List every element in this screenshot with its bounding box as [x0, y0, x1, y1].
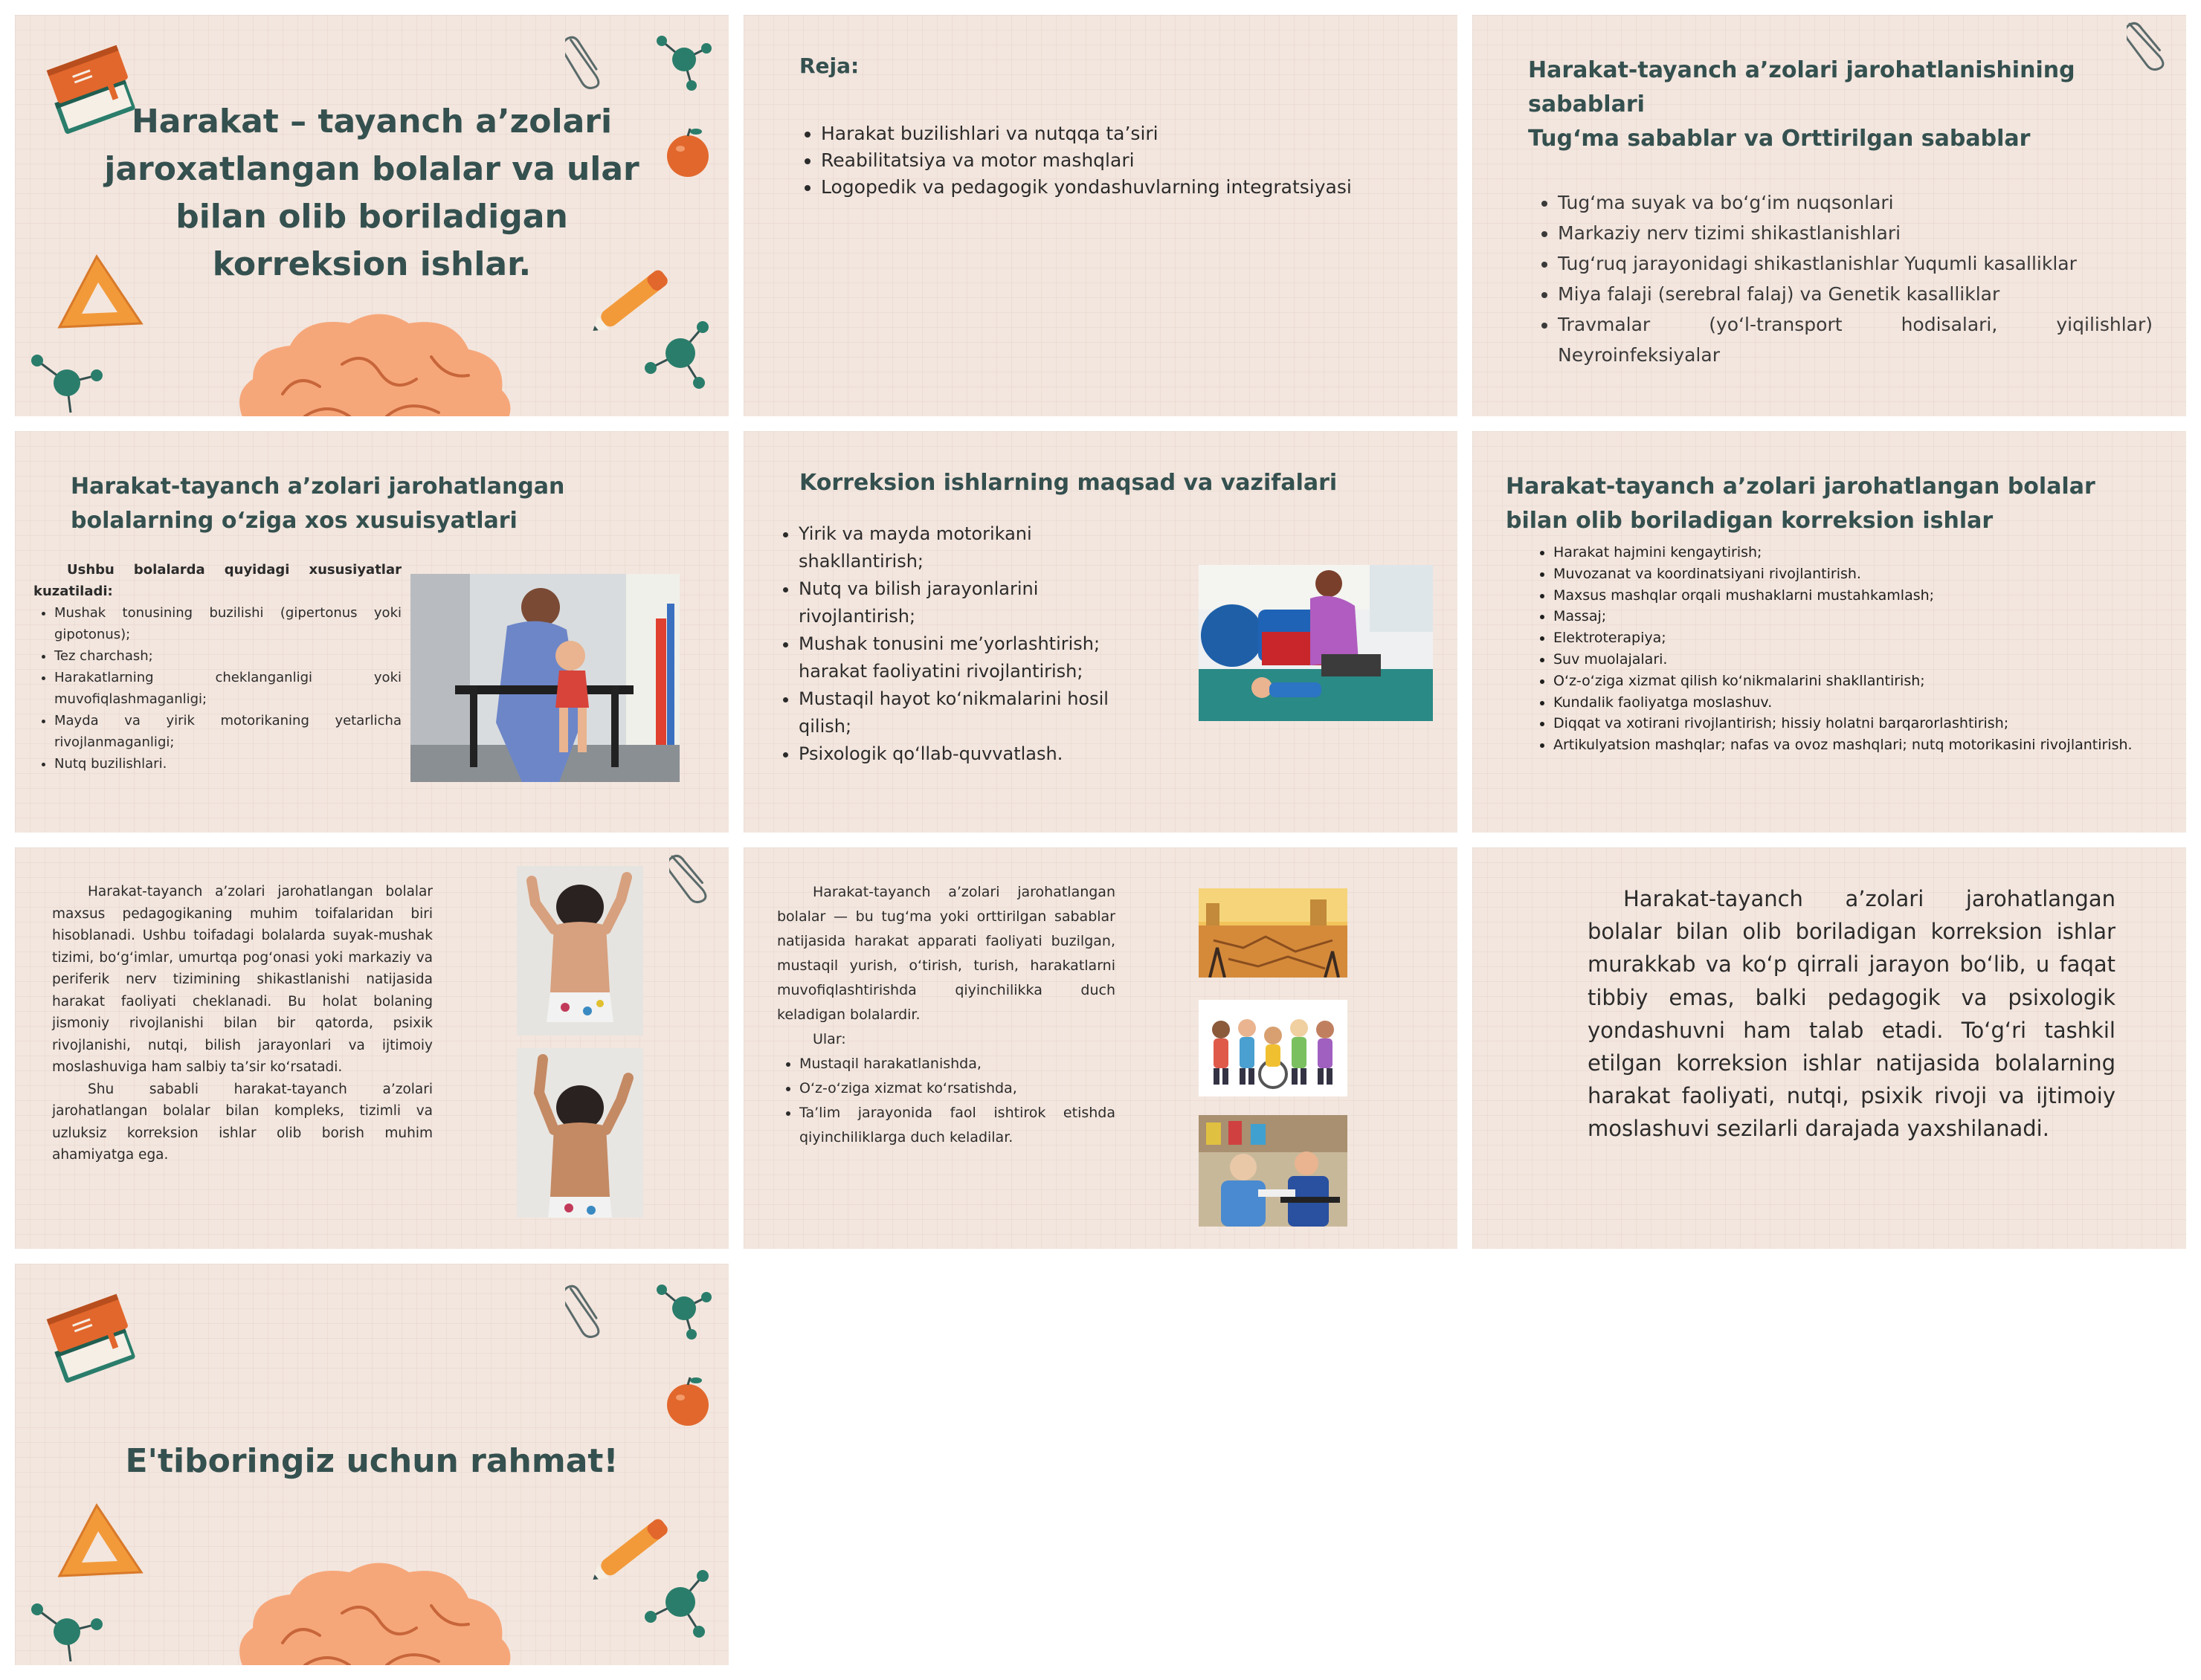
list-item: • Tez charchash;: [54, 645, 402, 667]
slide-6-corrections[interactable]: [1472, 431, 2186, 833]
slide-8-definition[interactable]: [744, 847, 1457, 1249]
list-item: • Psixologik qo‘llab-quvvatlash.: [799, 740, 1133, 768]
paperclip-icon: [565, 26, 602, 93]
child-back-photo-2: [517, 1048, 643, 1218]
molecule-icon: [26, 342, 108, 416]
ruler-triangle-icon: [52, 1502, 149, 1583]
thanks-heading: E'tiboringiz uchun rahmat!: [125, 1442, 619, 1480]
books-icon: [37, 1286, 149, 1390]
slide-5-goals[interactable]: [744, 431, 1457, 833]
list-item: • Mustaqil hayot ko‘nikmalarini hosil qilish;: [799, 685, 1133, 740]
list-item: • Miya falaji (serebral falaj) va Genetik kasalliklar: [1558, 279, 2153, 309]
list-item: • O‘z-o‘ziga xizmat ko‘rsatishda,: [799, 1076, 1115, 1101]
slide-4-features[interactable]: [15, 431, 729, 833]
list-item: • Harakat hajmini kengaytirish;: [1553, 542, 2163, 563]
heading-line: Tug‘ma sabablar va Orttirilgan sabablar: [1528, 126, 2031, 152]
intro-text: Ushbu bolalarda quyidagi xususiyatlar kuzatiladi:: [33, 562, 402, 599]
goals-list: [781, 520, 1133, 768]
paragraph: Harakat-tayanch a’zolari jarohatlangan bolalar maxsus pedagogikaning muhim toifalaridan biri hisoblanadi. Ushbu toifadagi bolalarda suyak-mushak tizimi, bo‘g‘imlar, umurtqa pog‘onasi yoki markaziy va periferik nerv tizimining shikastlanishi natijasida harakat faoliyati cheklanadi. Bu holat bolaning jismoniy rivojlanishi bilan bir qatorda, psixik rivojlanishi, nutqi, bilish jarayonlari va ijtimoiy moslashuviga ham salbiy ta’sir ko‘rsatadi.: [52, 884, 433, 1075]
paragraph: Shu sababli harakat-tayanch a’zolari jarohatlangan bolalar bilan kompleks, tizimli va uzluksiz korreksion ishlar olib borish muhim ahamiyatga ega.: [52, 1081, 433, 1163]
slide-1-heading: Harakat – tayanch a’zolari jaroxatlangan bolalar va ular bilan olib boriladigan korreksion ishlar.: [104, 103, 639, 283]
list-item: • Nutq va bilish jarayonlarini rivojlantirish;: [799, 575, 1133, 630]
list-item: • O‘z-o‘ziga xizmat qilish ko‘nikmalarini shakllantirish;: [1553, 671, 2163, 692]
apple-icon: [662, 123, 714, 182]
subheading: Ular:: [813, 1031, 846, 1047]
description-text: [52, 881, 433, 1166]
list-item: • Tug‘ma suyak va bo‘g‘im nuqsonlari: [1558, 187, 2153, 218]
paperclip-icon: [2127, 15, 2171, 74]
therapist-photo: [1199, 565, 1433, 721]
classroom-photo: [1199, 1115, 1347, 1227]
list-item: • Logopedik va pedagogik yondashuvlarning integratsiyasi: [821, 174, 1446, 201]
slide-3-heading: [1528, 54, 2075, 156]
list-item: • Mustaqil harakatlanishda,: [799, 1052, 1115, 1076]
list-item: • Tug‘ruq jarayonidagi shikastlanishlar Yuqumli kasalliklar: [1558, 248, 2153, 279]
list-item: • Mushak tonusining buzilishi (gipertonus yoki gipotonus);: [54, 602, 402, 645]
slide-2-heading: Reja:: [799, 54, 860, 78]
drought-illustration: [1199, 888, 1347, 978]
therapy-photo: [410, 574, 680, 782]
molecule-icon: [651, 1275, 718, 1342]
brain-icon: [223, 1554, 521, 1665]
features-block: [33, 559, 402, 775]
heading-line: sabablari: [1528, 91, 1645, 117]
list-item: • Mushak tonusini me’yorlashtirish; harakat faoliyatini rivojlantirish;: [799, 630, 1133, 685]
slide-7-description[interactable]: [15, 847, 729, 1249]
conclusion-text: Harakat-tayanch a’zolari jarohatlangan bolalar bilan olib boriladigan korreksion ishlar murakkab va ko‘p qirrali jarayon bo‘lib, u faqat tibbiy emas, balki pedagogik va psixologik yondashuvni ham talab etadi. To‘g‘ri tashkil etilgan korreksion ishlar natijasida bolalarning harakat faoliyati, nutqi, psixik rivoji va ijtimoiy moslashuvi sezilarli darajada yaxshilanadi.: [1588, 886, 2115, 1142]
list-item: • Yirik va mayda motorikani shakllantirish;: [799, 520, 1133, 575]
molecule-icon: [26, 1591, 108, 1665]
list-item: • Elektroterapiya;: [1553, 627, 2163, 649]
child-back-photo-1: [517, 866, 643, 1036]
list-item: • Markaziy nerv tizimi shikastlanishlari: [1558, 218, 2153, 248]
list-item: • Maxsus mashqlar orqali mushaklarni mustahkamlash;: [1553, 585, 2163, 607]
slide-2-plan[interactable]: [744, 15, 1457, 416]
slide-6-heading: Harakat-tayanch a’zolari jarohatlangan bolalar bilan olib boriladigan korreksion ishlar: [1506, 474, 2095, 534]
slide-4-heading: Harakat-tayanch a’zolari jarohatlangan bolalarning o‘ziga xos xusuisyatlari: [71, 474, 565, 534]
children-illustration: [1199, 1000, 1347, 1096]
apple-icon: [662, 1372, 714, 1431]
list-item: • Massaj;: [1553, 606, 2163, 627]
paragraph: Harakat-tayanch a’zolari jarohatlangan bolalar — bu tug‘ma yoki orttirilgan sabablar natijasida harakat apparati faoliyati buzilgan, mustaqil yurish, o‘tirish, turish, harakatlarni muvofiqlashtirishda qiyinchilikka duch keladigan bolalardir.: [777, 884, 1115, 1023]
list-item: • Reabilitatsiya va motor mashqlari: [821, 147, 1446, 174]
paperclip-icon: [565, 1275, 602, 1342]
heading-line: Harakat-tayanch a’zolari jarohatlanishining: [1528, 57, 2075, 83]
list-item: • Suv muolajalari.: [1553, 649, 2163, 671]
slide-9-conclusion[interactable]: [1472, 847, 2186, 1249]
list-item: • Travmalar (yo‘l-transport hodisalari, yiqilishlar) Neyroinfeksiyalar: [1558, 309, 2153, 370]
definition-text: [777, 880, 1115, 1150]
molecule-icon: [636, 1561, 718, 1643]
list-item: • Mayda va yirik motorikaning yetarlicha rivojlanmaganligi;: [54, 710, 402, 753]
list-item: • Harakat buzilishlari va nutqqa ta’siri: [821, 120, 1446, 147]
slide-5-heading: Korreksion ishlarning maqsad va vazifalari: [799, 470, 1338, 496]
paperclip-icon: [669, 847, 714, 907]
molecule-icon: [651, 26, 718, 93]
features-list: [33, 602, 402, 775]
slide-3-causes[interactable]: [1472, 15, 2186, 416]
plan-list: [805, 120, 1446, 201]
slide-1-title[interactable]: [15, 15, 729, 416]
brain-icon: [223, 305, 521, 416]
list-item: • Muvozanat va koordinatsiyani rivojlantirish.: [1553, 563, 2163, 585]
list-item: • Nutq buzilishlari.: [54, 753, 402, 775]
corrections-list: [1521, 542, 2163, 756]
list-item: • Ta’lim jarayonida faol ishtirok etishda qiyinchiliklarga duch keladilar.: [799, 1101, 1115, 1150]
slide-10-thanks[interactable]: [15, 1264, 729, 1665]
difficulties-list: [777, 1052, 1115, 1150]
list-item: • Artikulyatsion mashqlar; nafas va ovoz mashqlari; nutq motorikasini rivojlantirish.: [1553, 734, 2163, 756]
list-item: • Diqqat va xotirani rivojlantirish; hissiy holatni barqarorlashtirish;: [1553, 713, 2163, 734]
list-item: • Harakatlarning cheklanganligi yoki muvofiqlashmaganligi;: [54, 667, 402, 710]
molecule-icon: [636, 312, 718, 394]
causes-list: [1535, 187, 2153, 370]
list-item: • Kundalik faoliyatga moslashuv.: [1553, 692, 2163, 714]
